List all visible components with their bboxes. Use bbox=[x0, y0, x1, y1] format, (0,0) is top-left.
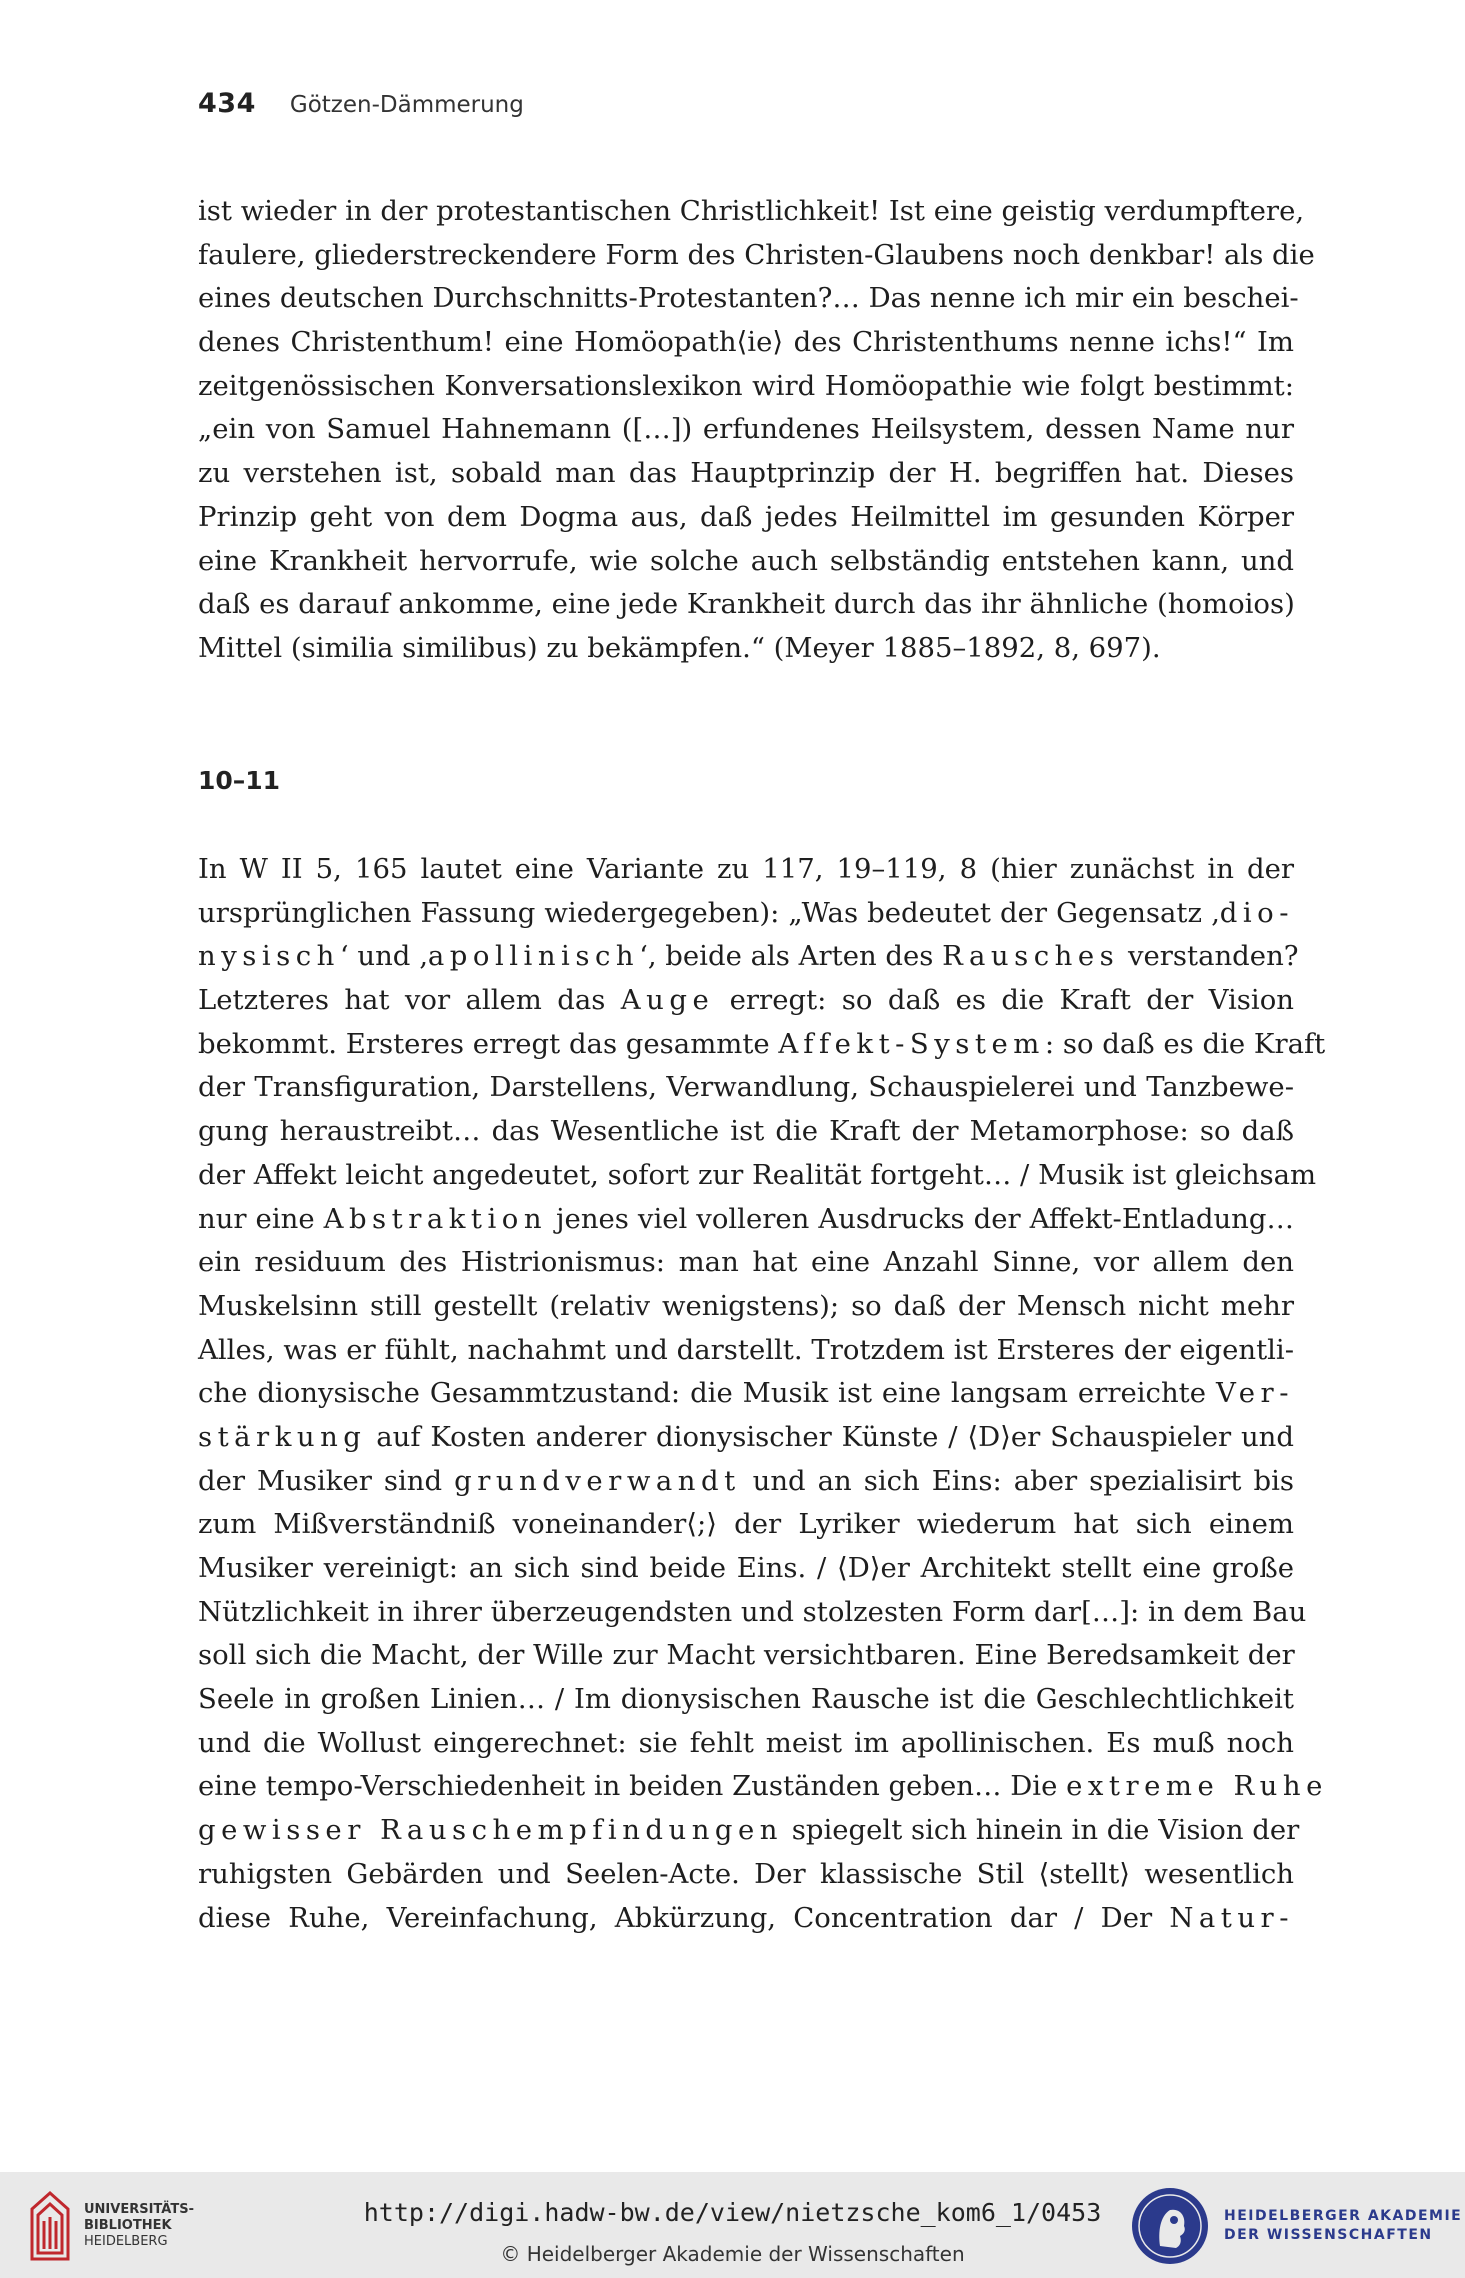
text-line: Mittel (similia similibus) zu bekämpfen.“ (Meyer 1885–1892, 8, 697). bbox=[198, 631, 1161, 664]
academy-logo[interactable] bbox=[1130, 2186, 1462, 2266]
text-line: Musiker vereinigt: an sich sind beide Eins. / ⟨D⟩er Architekt stellt eine große bbox=[198, 1552, 1294, 1584]
text-line: daß es darauf ankomme, eine jede Krankheit durch das ihr ähnliche (homoios) bbox=[198, 588, 1295, 621]
text-line: ruhigsten Gebärden und Seelen-Acte. Der klassische Stil ⟨stellt⟩ wesentlich bbox=[198, 1857, 1294, 1890]
text-line: zu verstehen ist, sobald man das Hauptprinzip der H. begriffen hat. Dieses bbox=[198, 457, 1294, 490]
text-line: diese Ruhe, Vereinfachung, Abkürzung, Concentration dar / Der Natur- bbox=[198, 1901, 1294, 1934]
text-line: zeitgenössischen Konversationslexikon wird Homöopathie wie folgt bestimmt: bbox=[198, 369, 1294, 402]
text-line: soll sich die Macht, der Wille zur Macht versichtbaren. Eine Beredsamkeit der bbox=[198, 1639, 1295, 1672]
text-line: gung heraustreibt… das Wesentliche ist die Kraft der Metamorphose: so daß bbox=[198, 1115, 1294, 1148]
text-line: stärkung auf Kosten anderer dionysischer Künste / ⟨D⟩er Schauspieler und bbox=[198, 1420, 1294, 1453]
university-library-name: UNIVERSITÄTS- BIBLIOTHEK HEIDELBERG bbox=[84, 2202, 194, 2249]
page-number: 434 bbox=[198, 88, 256, 119]
text-line: gewisser Rauschempfindungen spiegelt sich hinein in die Vision der bbox=[198, 1814, 1300, 1847]
text-line: eine tempo-Verschiedenheit in beiden Zuständen geben… Die extreme Ruhe bbox=[198, 1770, 1328, 1803]
text-line: In W II 5, 165 lautet eine Variante zu 117, 19–119, 8 (hier zunächst in der bbox=[198, 853, 1294, 885]
text-line: der Transfiguration, Darstellens, Verwandlung, Schauspielerei und Tanzbewe- bbox=[198, 1071, 1294, 1104]
text-line: ursprünglichen Fassung wiedergegeben): „Was bedeutet der Gegensatz ‚dio- bbox=[198, 896, 1294, 929]
page-header bbox=[198, 88, 524, 119]
text-line: eine Krankheit hervorrufe, wie solche auch selbständig entstehen kann, und bbox=[198, 544, 1294, 577]
text-line: der Musiker sind grundverwandt und an sich Eins: aber spezialisirt bis bbox=[198, 1464, 1294, 1497]
text-line: bekommt. Ersteres erregt das gesammte Affekt-System: so daß es die Kraft bbox=[198, 1027, 1326, 1060]
text-line: Muskelsinn still gestellt (relativ wenigstens); so daß der Mensch nicht mehr bbox=[198, 1289, 1294, 1322]
running-title: Götzen-Dämmerung bbox=[289, 92, 524, 118]
text-line: ein residuum des Histrionismus: man hat eine Anzahl Sinne, vor allem den bbox=[198, 1246, 1294, 1279]
section-heading: 10–11 bbox=[198, 766, 281, 795]
text-line: Prinzip geht von dem Dogma aus, daß jedes Heilmittel im gesunden Körper bbox=[198, 500, 1294, 533]
copyright-notice: © Heidelberger Akademie der Wissenschaften bbox=[500, 2242, 965, 2266]
text-line: eines deutschen Durchschnitts-Protestanten?… Das nenne ich mir ein beschei- bbox=[198, 282, 1299, 315]
permalink-url[interactable]: http://digi.hadw-bw.de/view/nietzsche_kom6_1/0453 bbox=[363, 2198, 1102, 2227]
text-line: nysisch‘ und ‚apollinisch‘, beide als Arten des Rausches verstanden? bbox=[198, 940, 1299, 973]
text-line: „ein von Samuel Hahnemann ([…]) erfundenes Heilsystem, dessen Name nur bbox=[198, 413, 1294, 446]
text-line: der Affekt leicht angedeutet, sofort zur Realität fortgeht… / Musik ist gleichsam bbox=[198, 1158, 1317, 1191]
text-line: und die Wollust eingerechnet: sie fehlt meist im apollinischen. Es muß noch bbox=[198, 1726, 1294, 1759]
text-line: Alles, was er fühlt, nachahmt und darstellt. Trotzdem ist Ersteres der eigentli- bbox=[198, 1333, 1294, 1366]
text-line: ist wieder in der protestantischen Christlichkeit! Ist eine geistig verdumpftere, bbox=[198, 195, 1305, 227]
text-line: zum Mißverständniß voneinander⟨;⟩ der Lyriker wiederum hat sich einem bbox=[198, 1508, 1294, 1541]
text-line: denes Christenthum! eine Homöopath⟨ie⟩ des Christenthums nenne ichs!“ Im bbox=[198, 326, 1294, 359]
academy-seal-icon bbox=[1130, 2186, 1210, 2266]
text-line: che dionysische Gesammtzustand: die Musik ist eine langsam erreichte Ver- bbox=[198, 1377, 1294, 1410]
text-line: nur eine Abstraktion jenes viel volleren Ausdrucks der Affekt-Entladung… bbox=[198, 1202, 1294, 1235]
commentary-paragraph-1 bbox=[198, 190, 1315, 671]
footer-bar bbox=[0, 2172, 1465, 2278]
text-line: faulere, gliederstreckendere Form des Christen-Glaubens noch denkbar! als die bbox=[198, 238, 1315, 271]
text-line: Letzteres hat vor allem das Auge erregt: so daß es die Kraft der Vision bbox=[198, 984, 1294, 1017]
academy-name: HEIDELBERGER AKADEMIE DER WISSENSCHAFTEN bbox=[1224, 2208, 1463, 2243]
commentary-paragraph-2 bbox=[198, 848, 1328, 1940]
text-line: Nützlichkeit in ihrer überzeugendsten und stolzesten Form dar[…]: in dem Bau bbox=[198, 1595, 1307, 1628]
text-line: Seele in großen Linien… / Im dionysischen Rausche ist die Geschlechtlichkeit bbox=[198, 1683, 1294, 1716]
